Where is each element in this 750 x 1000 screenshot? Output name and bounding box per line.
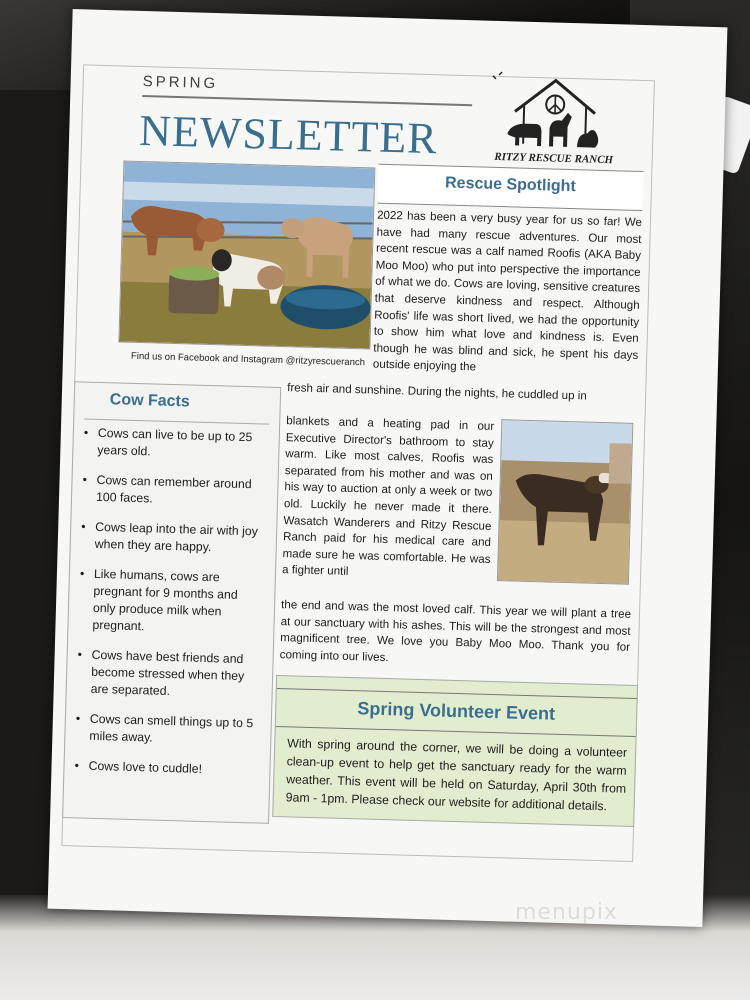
spotlight-text-part3: blankets and a heating pad in our Executive Director's bathroom to stay warm. Like most calves, Roofis was separated from his mother and was on his way to auction at only a week or two old. Luckily he never made it there. Wasatch Wanderers and Ritzy Rescue Ranch paid for his medical care and made sure he was comfortable. He was a fighter until (281, 414, 495, 579)
list-item: • Cows can smell things up to 5 miles away. (75, 710, 256, 749)
logo-text: RITZY RESCUE RANCH (494, 150, 614, 167)
newsletter-title: NEWSLETTER (138, 105, 439, 164)
list-item: • Cows can live to be up to 25 years old. (83, 425, 264, 464)
spotlight-text-part2: fresh air and sunshine. During the nights, he cuddled up in (287, 381, 587, 403)
volunteer-text: With spring around the corner, we will be doing a volunteer clean-up event to help get the sanctuary ready for the warm weather. This event will be held on Saturday, April 30th from 9am - 1pm. Please check our website for additional details. (285, 736, 628, 814)
cow-facts-panel (62, 381, 281, 824)
spotlight-text-part1: 2022 has been a very busy year for us so far! We have had many rescue adventures. Our most recent rescue was a calf named Roofis (AKA Baby Moo Moo) who put into perspective the importance of what we do. Cows are loving, sensitive creatures that deserve kindness and respect. Although Roofis' life was short lived, we had the opportunity to show him what love and kindness is. Even though he was blind and sick, he spent his days outside enjoying the (372, 208, 643, 374)
cows-photo (118, 161, 375, 350)
calf-photo (497, 419, 633, 585)
spotlight-title: Rescue Spotlight (444, 174, 577, 196)
cow-facts-title: Cow Facts (109, 391, 191, 411)
barn-icon (489, 71, 621, 155)
watermark: menupix (515, 900, 618, 925)
cow-facts-list (74, 425, 264, 793)
season-label: SPRING (142, 73, 219, 93)
list-item: • Like humans, cows are pregnant for 9 months and only produce milk when pregnant. (78, 565, 260, 638)
list-item: • Cows love to cuddle! (74, 757, 254, 779)
list-item: • Cows leap into the air with joy when they are happy. (81, 518, 262, 557)
cow-facts-divider (84, 419, 269, 425)
list-item: • Cows have best friends and become stressed when they are separated. (76, 646, 257, 702)
list-item: • Cows can remember around 100 faces. (82, 471, 263, 510)
ranch-logo (488, 71, 621, 175)
social-caption: Find us on Facebook and Instagram @ritzyrescueranch (130, 350, 366, 369)
newsletter-page (48, 9, 728, 927)
volunteer-event-panel (272, 675, 638, 827)
volunteer-title: Spring Volunteer Event (357, 698, 556, 724)
spotlight-header (377, 164, 643, 211)
spotlight-text-part4: the end and was the most loved calf. This year we will plant a tree at our sanctuary with his ashes. This will be the strongest and most magnificent tree. We love you Baby Moo Moo. Thank you for coming into our lives. (279, 598, 632, 664)
